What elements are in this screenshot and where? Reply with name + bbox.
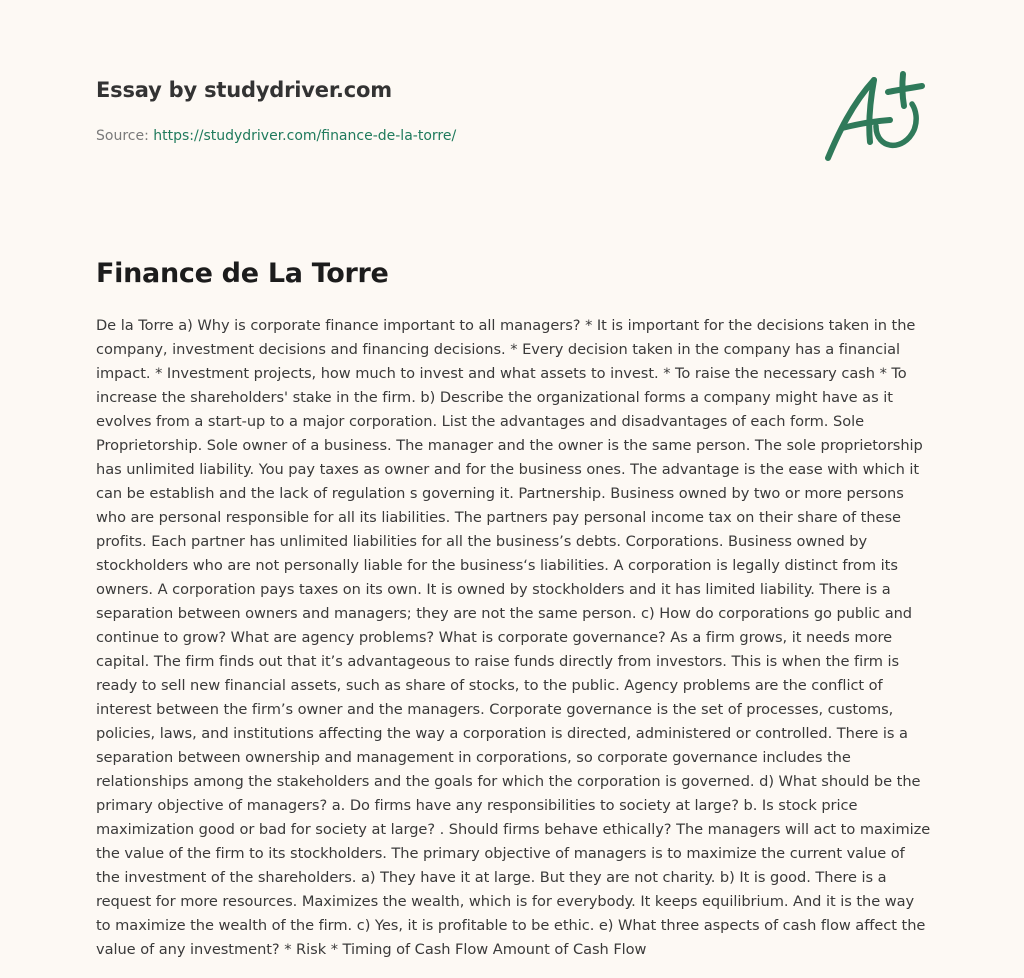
essay-title: Finance de La Torre <box>96 258 389 289</box>
a-plus-grade-icon <box>818 66 930 166</box>
essay-body: De la Torre a) Why is corporate finance important to all managers? * It is important for the decisions taken in the company, investment decisions and financing decisions. * Every decision taken in the company has a financial impact. * Investment projects, how much to invest and what assets to invest. * To raise the necessary cash * To increase the shareholders' stake in the firm. b) Describe the organizational forms a company might have as it evolves from a start-up to a major corporation. List the advantages and disadvantages of each form. Sole Proprietorship. Sole owner of a business. The manager and the owner is the same person. The sole proprietorship has unlimited liability. You pay taxes as owner and for the business ones. The advantage is the ease with which it can be establish and the lack of regulation s governing it. Partnership. Business owned by two or more persons who are personal responsible for all its liabilities. The partners pay personal income tax on their share of these profits. Each partner has unlimited liabilities for all the business’s debts. Corporations. Business owned by stockholders who are not personally liable for the business‘s liabilities. A corporation is legally distinct from its owners. A corporation pays taxes on its own. It is owned by stockholders and it has limited liability. There is a separation between owners and managers; they are not the same person. c) How do corporations go public and continue to grow? What are agency problems? What is corporate governance? As a firm grows, it needs more capital. The firm finds out that it’s advantageous to raise funds directly from investors. This is when the firm is ready to sell new financial assets, such as share of stocks, to the public. Agency problems are the conflict of interest between the firm’s owner and the managers. Corporate governance is the set of processes, customs, policies, laws, and institutions affecting the way a corporation is directed, administered or controlled. There is a separation between ownership and management in corporations, so corporate governance includes the relationships among the stakeholders and the goals for which the corporation is governed. d) What should be the primary objective of managers? a. Do firms have any responsibilities to society at large? b. Is stock price maximization good or bad for society at large? . Should firms behave ethically? The managers will act to maximize the value of the firm to its stockholders. The primary objective of managers is to maximize the current value of the investment of the shareholders. a) They have it at large. But they are not charity. b) It is good. There is a request for more resources. Maximizes the wealth, which is for everybody. It keeps equilibrium. And it is the way to maximize the wealth of the firm. c) Yes, it is profitable to be ethic. e) What three aspects of cash flow affect the value of any investment? * Risk * Timing of Cash Flow Amount of Cash Flow <box>96 317 931 958</box>
source-link[interactable]: https://studydriver.com/finance-de-la-torre/ <box>153 128 457 144</box>
source-label: Source: <box>96 128 149 144</box>
brand-title: Essay by studydriver.com <box>96 78 392 102</box>
essay-header <box>96 76 796 146</box>
source-line <box>96 126 796 146</box>
